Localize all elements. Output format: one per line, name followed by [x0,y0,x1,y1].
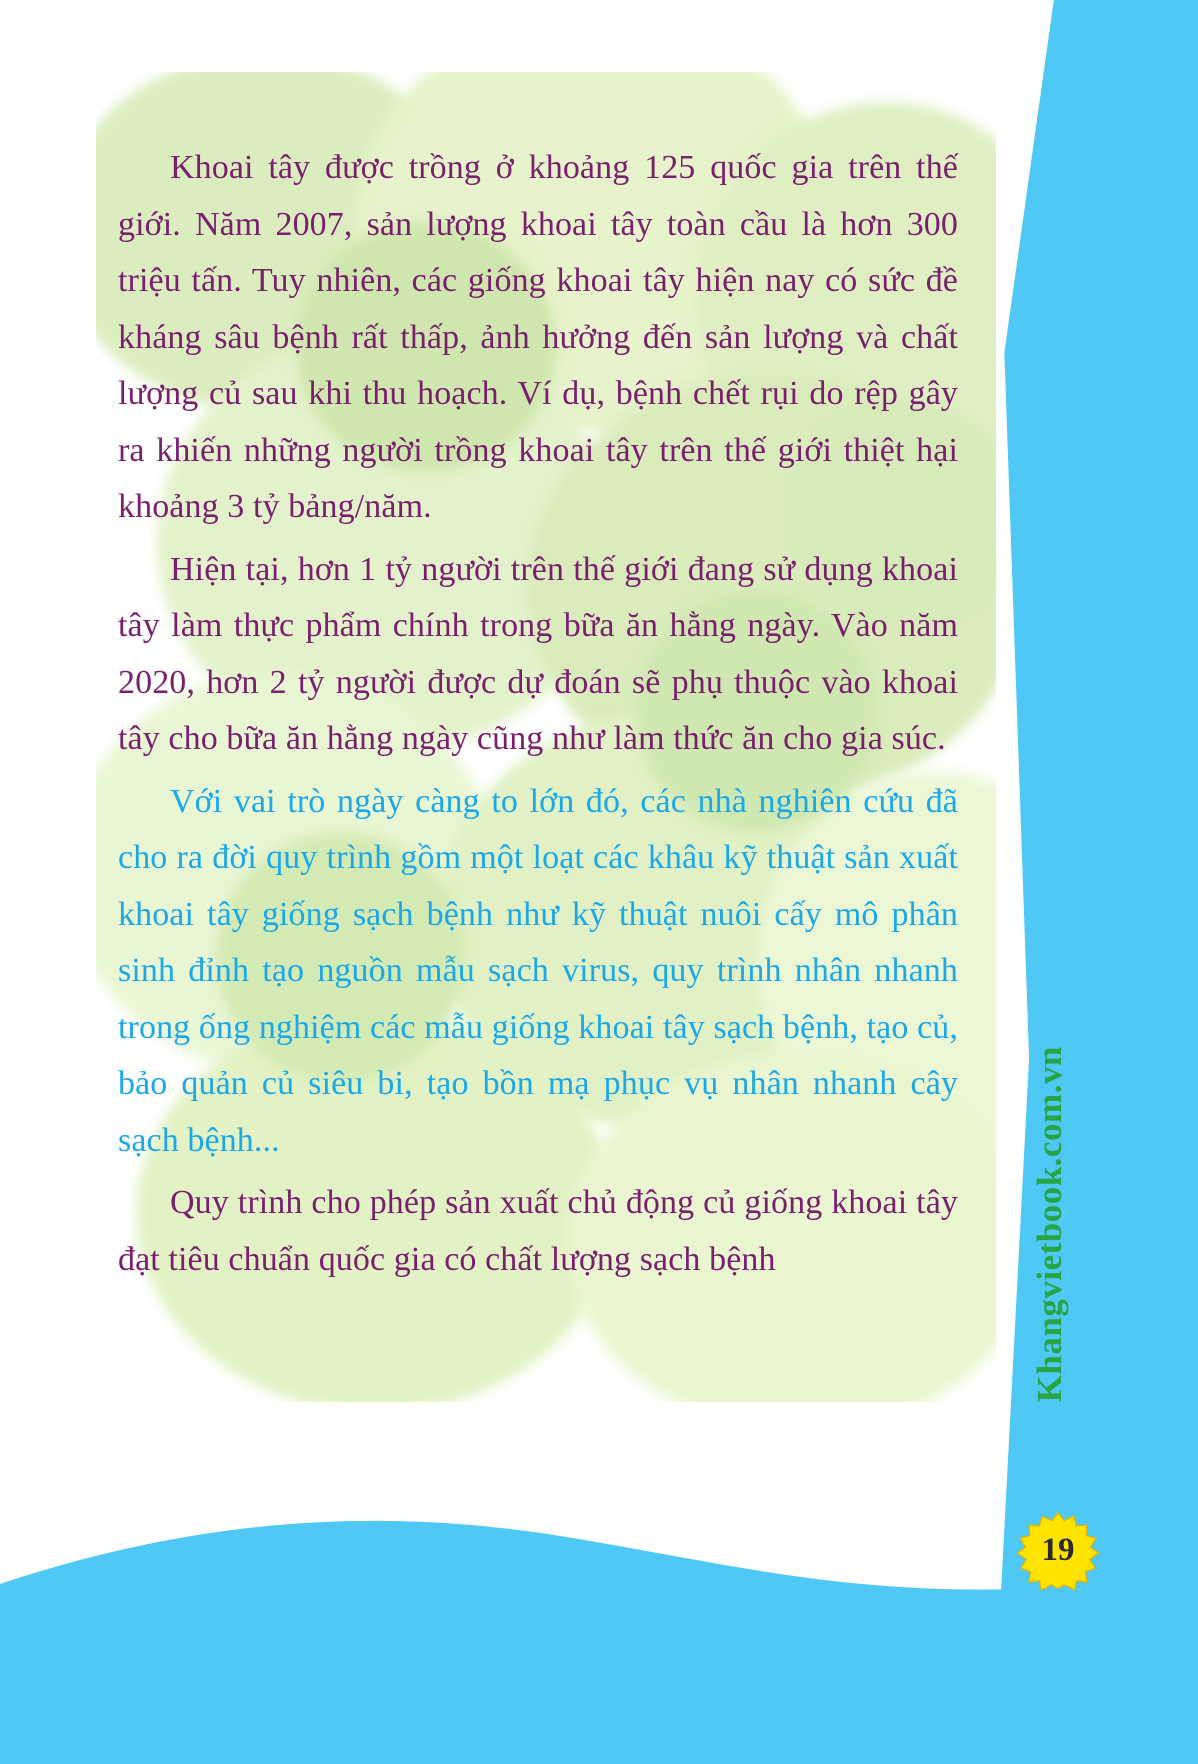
cyan-bottom-wave [0,1464,1198,1764]
site-watermark: Khangvietbook.com.vn [1030,1046,1069,1403]
paragraph-1: Khoai tây được trồng ở khoảng 125 quốc gia trên thế giới. Năm 2007, sản lượng khoai tây toàn cầu là hơn 300 triệu tấn. Tuy nhiên, các giống khoai tây hiện nay có sức đề kháng sâu bệnh rất thấp, ảnh hưởng đến sản lượng và chất lượng củ sau khi thu hoạch. Ví dụ, bệnh chết rụi do rệp gây ra khiến những người trồng khoai tây trên thế giới thiệt hại khoảng 3 tỷ bảng/năm. [118,149,958,525]
page-number-badge [1014,1511,1102,1589]
body-text-column [118,140,958,1288]
page-number: 19 [1041,1531,1075,1568]
paragraph-4: Quy trình cho phép sản xuất chủ động củ giống khoai tây đạt tiêu chuẩn quốc gia có chất lượng sạch bệnh [118,1184,958,1278]
paragraph-2: Hiện tại, hơn 1 tỷ người trên thế giới đang sử dụng khoai tây làm thực phẩm chính trong bữa ăn hằng ngày. Vào năm 2020, hơn 2 tỷ người được dự đoán sẽ phụ thuộc vào khoai tây cho bữa ăn hằng ngày cũng như làm thức ăn cho gia súc. [118,550,958,757]
paragraph-3: Với vai trò ngày càng to lớn đó, các nhà nghiên cứu đã cho ra đời quy trình gồm một loạt các khâu kỹ thuật sản xuất khoai tây giống sạch bệnh như kỹ thuật nuôi cấy mô phân sinh đỉnh tạo nguồn mẫu sạch virus, quy trình nhân nhanh trong ống nghiệm các mẫu giống khoai tây sạch bệnh, tạo củ, bảo quản củ siêu bi, tạo bồn mạ phục vụ nhân nhanh cây sạch bệnh... [118,782,958,1159]
